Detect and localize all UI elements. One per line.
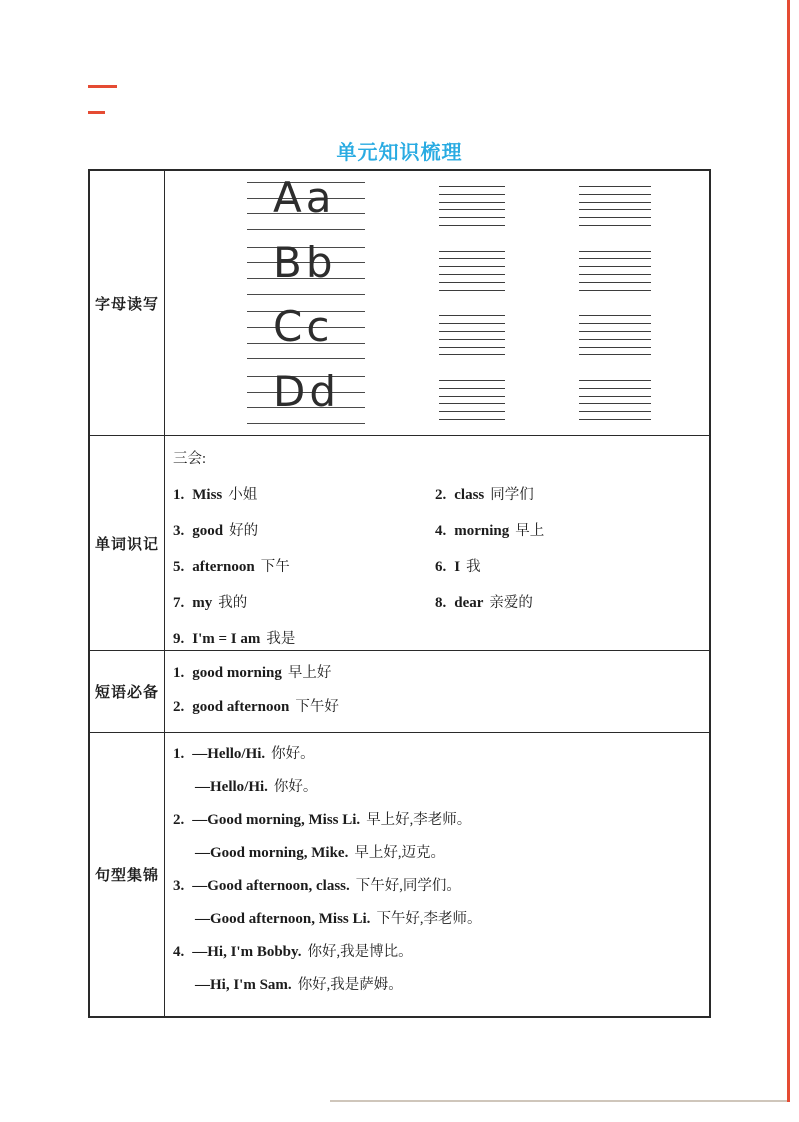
word-chinese: 早上 — [515, 523, 545, 539]
page-frame-right-line — [787, 0, 790, 1102]
sentence-chinese: 早上好,迈克。 — [354, 845, 445, 861]
word-english: I'm = I am — [192, 631, 261, 647]
word-chinese: 小姐 — [228, 487, 258, 503]
sentence-chinese: 下午好,同学们。 — [355, 878, 461, 894]
word-item — [173, 485, 435, 506]
word-chinese: 我 — [466, 559, 481, 575]
practice-guide-group — [439, 247, 505, 295]
word-number: 8. — [435, 595, 447, 611]
practice-guide-group — [439, 376, 505, 424]
model-letters-dd: Dd — [273, 366, 341, 416]
word-english: Miss — [192, 487, 223, 503]
word-item — [173, 629, 435, 650]
word-item — [173, 593, 435, 614]
page-title: 单元知识梳理 — [336, 142, 463, 164]
phrase-number: 2. — [173, 699, 185, 715]
row-label-sentences: 句型集锦 — [90, 733, 165, 1016]
word-chinese: 同学们 — [490, 487, 534, 503]
letter-guide-group — [247, 302, 365, 359]
letters-content — [165, 171, 709, 435]
sentence-chinese: 下午好,李老师。 — [376, 911, 482, 927]
phrases-area — [165, 651, 709, 718]
sentence-pair — [173, 876, 701, 930]
word-chinese: 亲爱的 — [489, 595, 533, 611]
sentence-line — [173, 843, 701, 864]
knowledge-table — [88, 169, 711, 1018]
word-chinese: 好的 — [229, 523, 259, 539]
sentence-pair — [173, 810, 701, 864]
word-english: I — [454, 559, 461, 575]
practice-guide-group — [439, 182, 505, 230]
phrase-english: good afternoon — [192, 699, 290, 715]
words-area — [165, 436, 709, 650]
word-item — [173, 521, 435, 542]
word-english: good — [192, 523, 224, 539]
model-letters-bb: Bb — [273, 237, 337, 287]
sentence-chinese: 你好,我是萨姆。 — [297, 977, 403, 993]
word-chinese: 我是 — [266, 631, 296, 647]
sentence-number: 1. — [173, 746, 185, 762]
word-item — [435, 557, 701, 578]
table-row-letters — [90, 171, 709, 436]
letters-practice-column-1 — [439, 182, 505, 424]
sentence-pair — [173, 942, 701, 996]
sentence-number: 4. — [173, 944, 185, 960]
word-number: 2. — [435, 487, 447, 503]
word-item — [435, 521, 701, 542]
sentence-english: —Hi, I'm Sam. — [195, 977, 292, 993]
letter-guide-group — [247, 237, 365, 295]
letter-guide-group — [247, 173, 365, 230]
sentence-chinese: 你好,我是博比。 — [307, 944, 413, 960]
sentences-content — [165, 733, 709, 1016]
sentence-english: —Hello/Hi. — [192, 746, 266, 762]
word-english: class — [454, 487, 485, 503]
word-item — [435, 485, 701, 506]
practice-guide-group — [579, 311, 651, 359]
sentence-english: —Hi, I'm Bobby. — [192, 944, 302, 960]
practice-guide-group — [579, 376, 651, 424]
sentence-chinese: 你好。 — [271, 746, 315, 762]
model-letters-aa: Aa — [273, 173, 336, 222]
model-letters-cc: Cc — [273, 302, 334, 352]
sentence-pair — [173, 744, 701, 798]
table-row-sentences — [90, 733, 709, 1016]
page-frame-bottom-line — [330, 1100, 787, 1102]
letters-model-column — [247, 173, 365, 424]
phrase-item — [173, 697, 701, 718]
sentence-line — [173, 909, 701, 930]
phrases-content — [165, 651, 709, 732]
word-item — [173, 557, 435, 578]
practice-guide-group — [579, 247, 651, 295]
words-heading: 三会: — [173, 451, 207, 467]
sentence-english: —Hello/Hi. — [195, 779, 268, 795]
sentence-line — [173, 975, 701, 996]
word-english: dear — [454, 595, 484, 611]
sentence-number: 3. — [173, 878, 185, 894]
phrase-item — [173, 663, 701, 684]
practice-guide-group — [439, 311, 505, 359]
word-number: 5. — [173, 559, 185, 575]
sentence-line — [173, 942, 701, 963]
table-row-words — [90, 436, 709, 651]
phrase-number: 1. — [173, 665, 185, 681]
word-english: afternoon — [192, 559, 255, 575]
letter-guide-group — [247, 366, 365, 424]
sentence-english: —Good morning, Mike. — [195, 845, 349, 861]
sentence-chinese: 早上好,李老师。 — [366, 812, 472, 828]
phrase-english: good morning — [192, 665, 282, 681]
sentence-line — [173, 777, 701, 798]
sentence-number: 2. — [173, 812, 185, 828]
word-number: 3. — [173, 523, 185, 539]
row-label-letters: 字母读写 — [90, 171, 165, 435]
sentence-line — [173, 744, 701, 765]
sentence-chinese: 你好。 — [273, 779, 318, 795]
sentence-english: —Good morning, Miss Li. — [192, 812, 361, 828]
page-frame-mark-top2 — [88, 111, 105, 114]
word-english: morning — [454, 523, 510, 539]
words-grid — [173, 485, 701, 650]
page-frame-mark-top — [88, 85, 117, 88]
sentence-english: —Good afternoon, Miss Li. — [195, 911, 371, 927]
table-row-phrases — [90, 651, 709, 733]
phrase-chinese: 早上好 — [287, 665, 332, 681]
word-english: my — [192, 595, 213, 611]
words-content — [165, 436, 709, 650]
word-number: 1. — [173, 487, 185, 503]
sentences-area — [165, 733, 709, 996]
word-number: 4. — [435, 523, 447, 539]
sentence-line — [173, 876, 701, 897]
practice-guide-group — [579, 182, 651, 230]
word-number: 7. — [173, 595, 185, 611]
word-number: 6. — [435, 559, 447, 575]
word-number: 9. — [173, 631, 185, 647]
word-chinese: 下午 — [260, 559, 290, 575]
letters-practice-column-2 — [579, 182, 651, 424]
word-item — [435, 593, 701, 614]
word-chinese: 我的 — [218, 595, 248, 611]
row-label-words: 单词识记 — [90, 436, 165, 650]
sentence-english: —Good afternoon, class. — [192, 878, 350, 894]
sentence-line — [173, 810, 701, 831]
phrase-chinese: 下午好 — [295, 699, 339, 715]
letters-area — [165, 171, 709, 435]
row-label-phrases: 短语必备 — [90, 651, 165, 732]
